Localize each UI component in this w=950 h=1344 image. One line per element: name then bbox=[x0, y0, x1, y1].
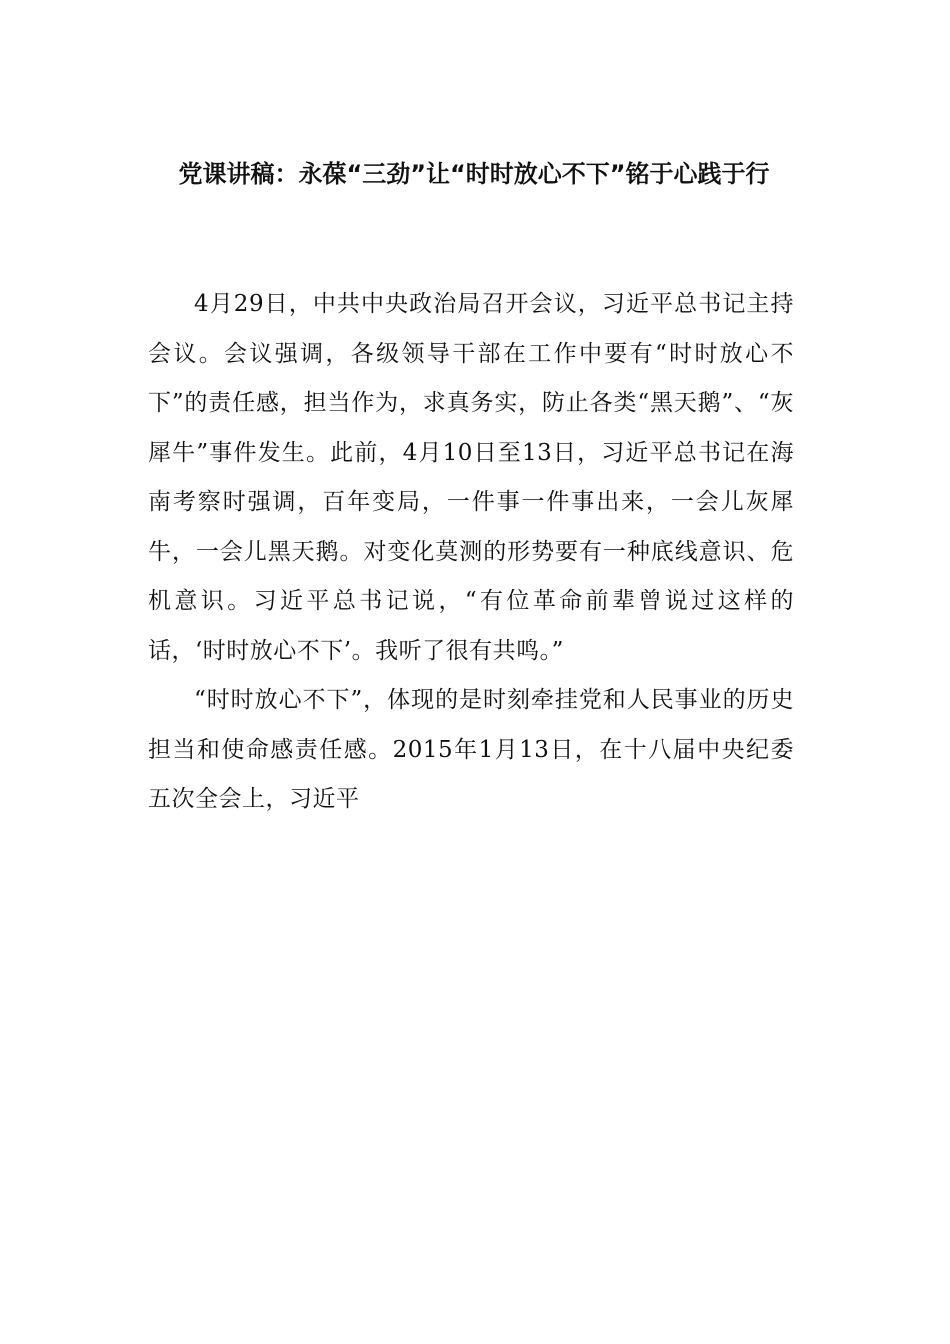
paragraph-1: 4月29日，中共中央政治局召开会议，习近平总书记主持会议。会议强调，各级领导干部在工作中要有“时时放心不下”的责任感，担当作为，求真务实，防止各类“黑天鹅”、“灰犀牛”事件发生。此前，4月10日至13日，习近平总书记在海南考察时强调，百年变局，一件事一件事出来，一会儿灰犀牛，一会儿黑天鹅。对变化莫测的形势要有一种底线意识、危机意识。习近平总书记说，“有位革命前辈曾说过这样的话，‘时时放心不下’。我听了很有共鸣。” bbox=[148, 291, 794, 664]
document-title: 党课讲稿：永葆“三劲”让“时时放心不下”铭于心践于行 bbox=[178, 160, 770, 188]
paragraph-2: “时时放心不下”，体现的是时刻牵挂党和人民事业的历史担当和使命感责任感。2015年1月13日，在十八届中央纪委五次全会上，习近平 bbox=[148, 687, 794, 812]
document-body bbox=[148, 280, 794, 825]
